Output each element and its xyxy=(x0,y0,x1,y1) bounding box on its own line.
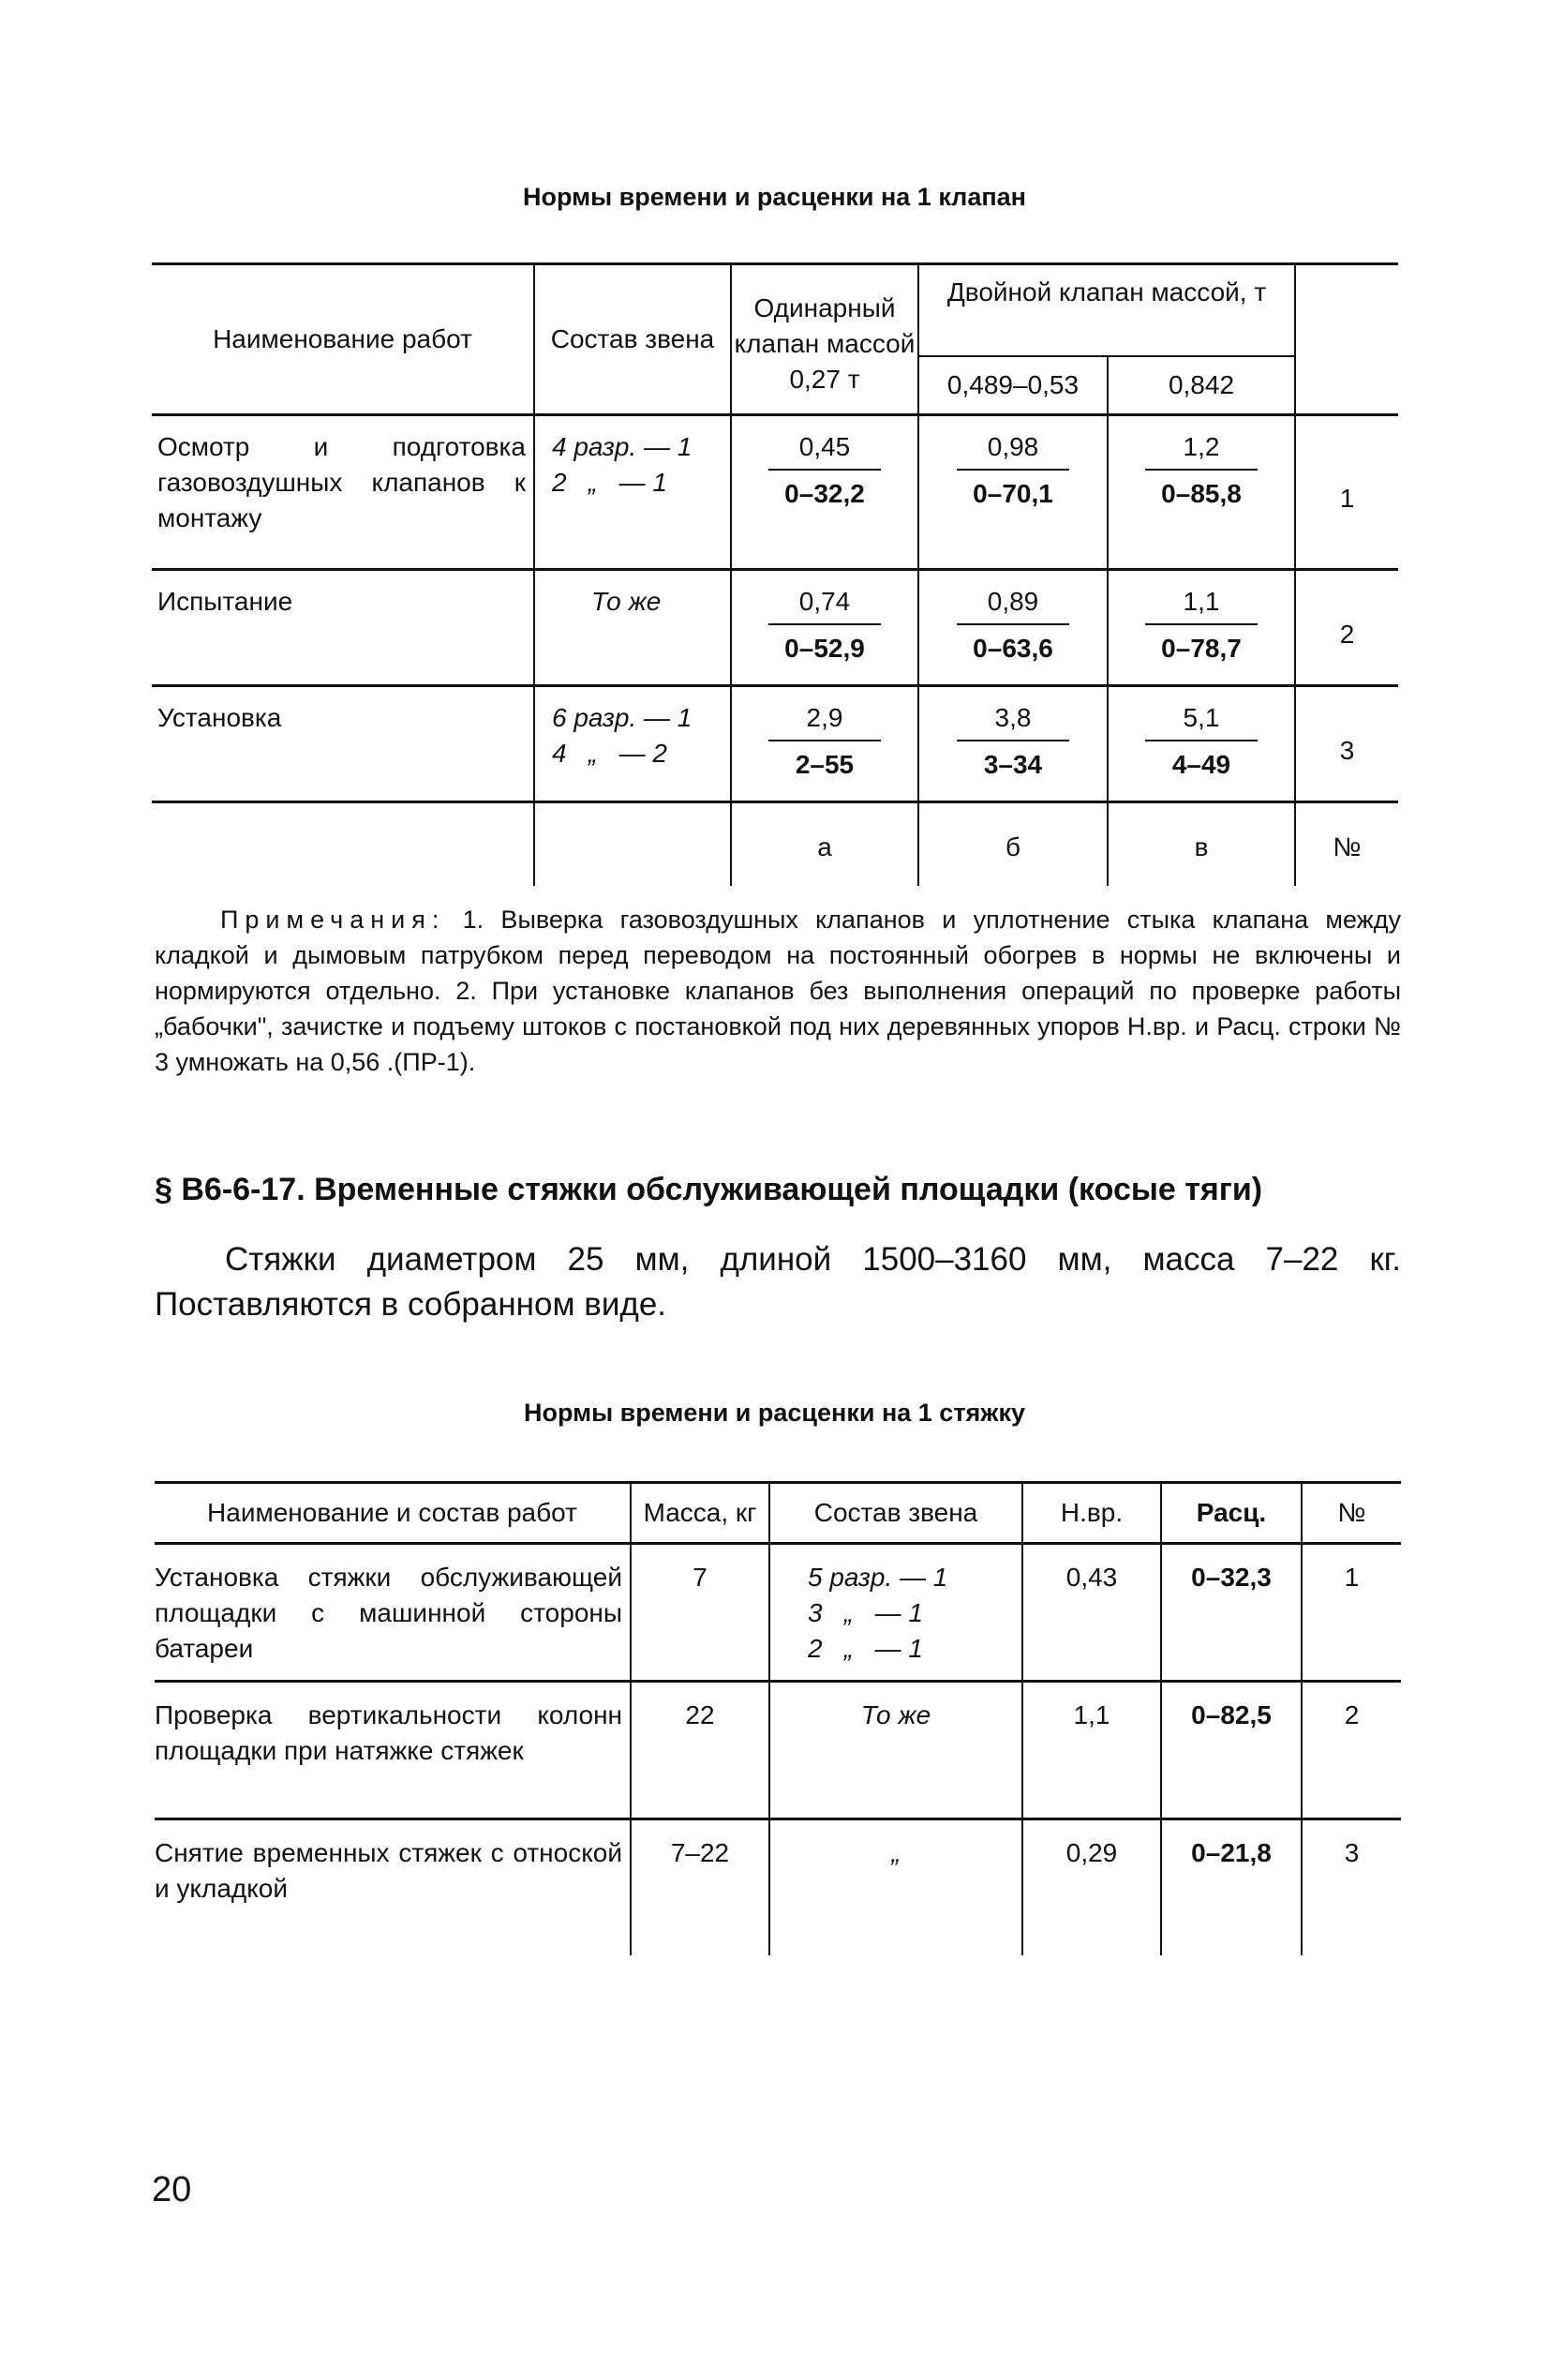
rate-double-heavy xyxy=(1108,415,1295,570)
price-rate: 0–32,3 xyxy=(1161,1544,1302,1682)
header-price-rate: Расц. xyxy=(1161,1483,1302,1544)
crew-composition xyxy=(769,1544,1022,1682)
rate-single xyxy=(731,570,918,686)
work-name: Установка xyxy=(152,686,534,802)
price-rate: 0–63,6 xyxy=(973,634,1053,663)
time-norm: 3,8 xyxy=(957,700,1069,741)
price-rate: 3–34 xyxy=(983,750,1043,779)
header-mass: Масса, кг xyxy=(631,1483,769,1544)
header-number: № xyxy=(1302,1483,1401,1544)
time-norm: 0,29 xyxy=(1022,1819,1161,1956)
notes-text: 1. Выверка газовоздушных клапанов и уплотнение стыка клапана между кладкой и дымовым патрубком перед переводом на постоянный обогрев в нормы не включены и нормируются отдельно. 2. При установке клапанов без выполнения операций по проверке работы „бабочки", зачистке и подъему штоков с постановкой под них деревянных упоров Н.вр. и Расц. строки № 3 умножать на 0,56 .(ПР-1). xyxy=(155,906,1401,1076)
norms-table-ties xyxy=(155,1481,1401,1955)
header-crew: Состав звена xyxy=(769,1483,1022,1544)
column-index-row xyxy=(152,802,1398,887)
column-letter-b: б xyxy=(918,802,1108,887)
time-norm: 1,2 xyxy=(1145,429,1258,471)
crew-composition xyxy=(534,686,731,802)
time-norm: 0,74 xyxy=(768,584,881,625)
header-time-norm: Н.вр. xyxy=(1022,1483,1161,1544)
work-name: Испытание xyxy=(152,570,534,686)
work-name: Установка стяжки обслуживающей площадки с машинной стороны батареи xyxy=(155,1544,631,1682)
row-number: 3 xyxy=(1302,1819,1401,1956)
crew-line: 6 разр. — 1 xyxy=(552,703,693,732)
crew-composition xyxy=(534,415,731,570)
time-norm: 1,1 xyxy=(1022,1682,1161,1819)
header-double-valve: Двойной клапан массой, т xyxy=(918,264,1295,357)
work-name: Проверка вертикальности колонн площадки при натяжке стяжек xyxy=(155,1682,631,1819)
row-number: 2 xyxy=(1302,1682,1401,1819)
time-norm: 2,9 xyxy=(768,700,881,741)
page-number: 20 xyxy=(152,2170,192,2209)
crew-line: 2 „ — 1 xyxy=(808,1634,923,1663)
time-norm: 0,98 xyxy=(957,429,1069,471)
table-row xyxy=(155,1682,1401,1819)
crew-composition xyxy=(534,570,731,686)
footer-empty xyxy=(534,802,731,887)
work-name: Снятие временных стяжек с отноской и укладкой xyxy=(155,1838,622,1903)
header-number-empty xyxy=(1295,264,1398,415)
row-number: 3 xyxy=(1295,686,1398,802)
price-rate: 4–49 xyxy=(1171,750,1231,779)
crew-line: 3 „ — 1 xyxy=(808,1598,923,1627)
rate-double-light xyxy=(918,415,1108,570)
crew-line: 2 „ — 1 xyxy=(552,468,667,497)
header-single-valve: Одинарный клапан массой 0,27 т xyxy=(731,264,918,415)
table-row xyxy=(152,686,1398,802)
crew-line: 5 разр. — 1 xyxy=(808,1563,948,1592)
price-rate: 0–85,8 xyxy=(1161,479,1242,508)
rate-double-heavy xyxy=(1108,686,1295,802)
time-norm: 0,89 xyxy=(957,584,1069,625)
mass: 7 xyxy=(631,1544,769,1682)
time-norm: 0,45 xyxy=(768,429,881,471)
time-norm: 0,43 xyxy=(1022,1544,1161,1682)
table-row xyxy=(152,415,1398,570)
table2-caption: Нормы времени и расценки на 1 стяжку xyxy=(524,1399,1025,1427)
column-number-sign: № xyxy=(1295,802,1398,887)
price-rate: 0–82,5 xyxy=(1161,1682,1302,1819)
price-rate: 0–21,8 xyxy=(1161,1819,1302,1956)
time-norm: 5,1 xyxy=(1145,700,1258,741)
mass: 7–22 xyxy=(631,1819,769,1956)
section-title: § В6-6-17. Временные стяжки обслуживающей площадки (косые тяги) xyxy=(155,1172,1263,1207)
work-name: Осмотр и подготовка газовоздушных клапанов к монтажу xyxy=(152,415,534,570)
rate-double-light xyxy=(918,570,1108,686)
time-norm: 1,1 xyxy=(1145,584,1258,625)
rate-single xyxy=(731,415,918,570)
header-work-name: Наименование работ xyxy=(152,264,534,415)
row-number: 2 xyxy=(1295,570,1398,686)
crew-line: То же xyxy=(591,587,662,616)
section-intro xyxy=(155,1237,1401,1327)
price-rate: 0–32,2 xyxy=(784,479,865,508)
crew-line: 4 „ — 2 xyxy=(552,739,667,768)
table-row xyxy=(155,1819,1401,1956)
footer-empty xyxy=(152,802,534,887)
column-letter-a: а xyxy=(731,802,918,887)
notes-paragraph xyxy=(155,902,1401,1080)
mass: 22 xyxy=(631,1682,769,1819)
rate-double-heavy xyxy=(1108,570,1295,686)
row-number: 1 xyxy=(1302,1544,1401,1682)
table1-caption: Нормы времени и расценки на 1 клапан xyxy=(523,183,1026,211)
header-crew: Состав звена xyxy=(534,264,731,415)
table-row xyxy=(155,1544,1401,1682)
price-rate: 0–78,7 xyxy=(1161,634,1242,663)
crew-composition: „ xyxy=(769,1819,1022,1956)
crew-composition: То же xyxy=(769,1682,1022,1819)
rate-double-light xyxy=(918,686,1108,802)
crew-line: 4 разр. — 1 xyxy=(552,432,693,461)
rate-single xyxy=(731,686,918,802)
price-rate: 0–52,9 xyxy=(784,634,865,663)
table-row xyxy=(152,570,1398,686)
notes-lead: Примечания: xyxy=(220,906,446,934)
norms-table-valves xyxy=(152,262,1398,886)
row-number: 1 xyxy=(1295,415,1398,570)
column-letter-c: в xyxy=(1108,802,1295,887)
header-work-name: Наименование и состав работ xyxy=(155,1483,631,1544)
intro-text: Стяжки диаметром 25 мм, длиной 1500–3160 мм, масса 7–22 кг. Поставляются в собранном виде. xyxy=(155,1241,1401,1323)
price-rate: 2–55 xyxy=(795,750,855,779)
header-double-sub1: 0,489–0,53 xyxy=(918,356,1108,415)
header-double-sub2: 0,842 xyxy=(1108,356,1295,415)
price-rate: 0–70,1 xyxy=(973,479,1053,508)
